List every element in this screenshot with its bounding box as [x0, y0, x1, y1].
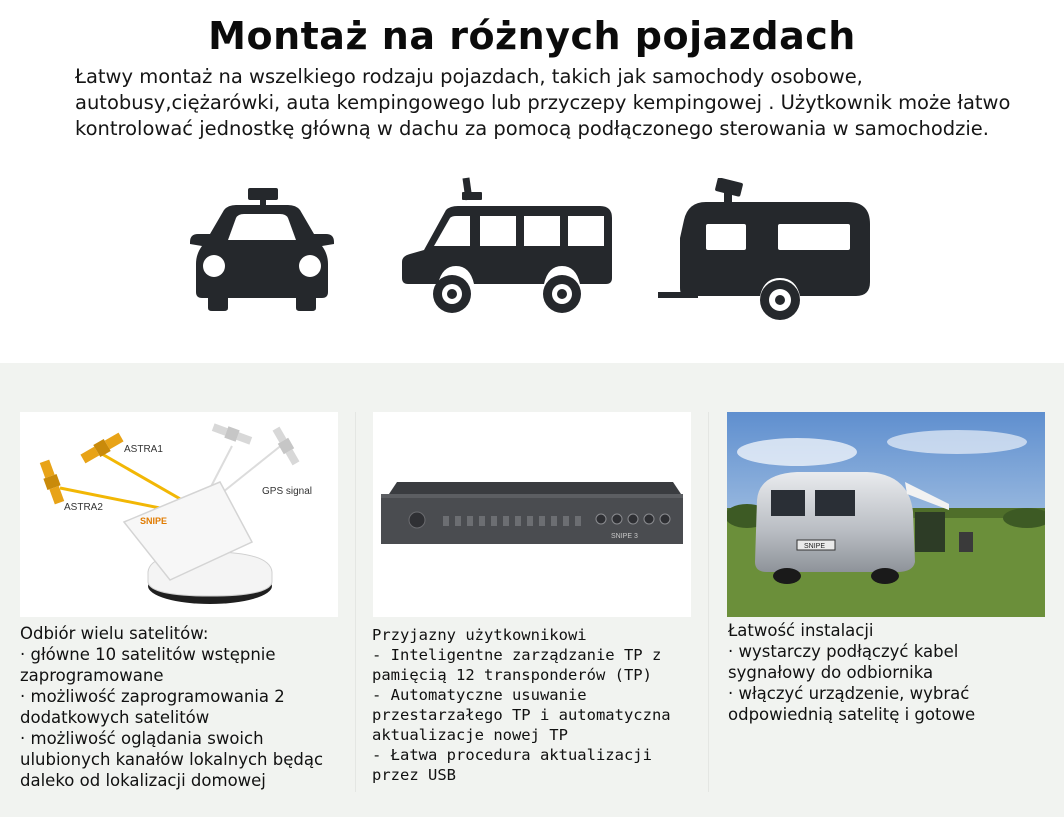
caravan-with-antenna-icon [658, 178, 872, 322]
column-divider-2 [708, 412, 709, 792]
dish-brand-label: SNIPE [140, 516, 168, 526]
receiver-device-image [373, 412, 691, 617]
intro-paragraph: Łatwy montaż na wszelkiego rodzaju pojazdach, takich jak samochody osobowe, autobusy,ciężarówki, auta kempingowego lub przyczepy kempingowej . Użytkownik może łatwo kontrolować jednostkę główną w dachu za pomocą podłączonego sterowania w samochodzie. [75, 65, 1011, 140]
feature-installation-text: Łatwość instalacji · wystarczy podłączyć kabel sygnałowy do odbiornika · włączyć urządzenie, wybrać odpowiednią satelitę i gotowe [728, 621, 976, 724]
car-with-antenna-icon [188, 188, 336, 312]
feature-satellite-text: Odbiór wielu satelitów: · główne 10 satelitów wstępnie zaprogramowane · możliwość zaprogramowania 2 dodatkowych satelitów · możliwość oglądania swoich ulubionych kanałów lokalnych będąc daleko od lokalizacji domowej [20, 624, 324, 790]
astra1-label: ASTRA1 [124, 444, 163, 455]
page-title: Montaż na różnych pojazdach [208, 14, 856, 58]
gps-label: GPS signal [262, 486, 313, 497]
feature-receiver-text: Przyjazny użytkownikowi - Inteligentne zarządzanie TP z pamięcią 12 transponderów (TP) - Automatyczne usuwanie przestarzałego TP i automatyczna aktualizacje nowej TP - Łatwa procedura aktualizacji przez USB [372, 626, 671, 784]
van-with-antenna-icon [400, 176, 614, 314]
receiver-brand-label: SNIPE 3 [611, 533, 638, 540]
astra2-label: ASTRA2 [64, 502, 103, 513]
column-divider-1 [355, 412, 356, 792]
plate-label: SNIPE [804, 543, 826, 550]
satellite-dish-illustration [20, 412, 338, 617]
caravan-photo [727, 412, 1045, 617]
